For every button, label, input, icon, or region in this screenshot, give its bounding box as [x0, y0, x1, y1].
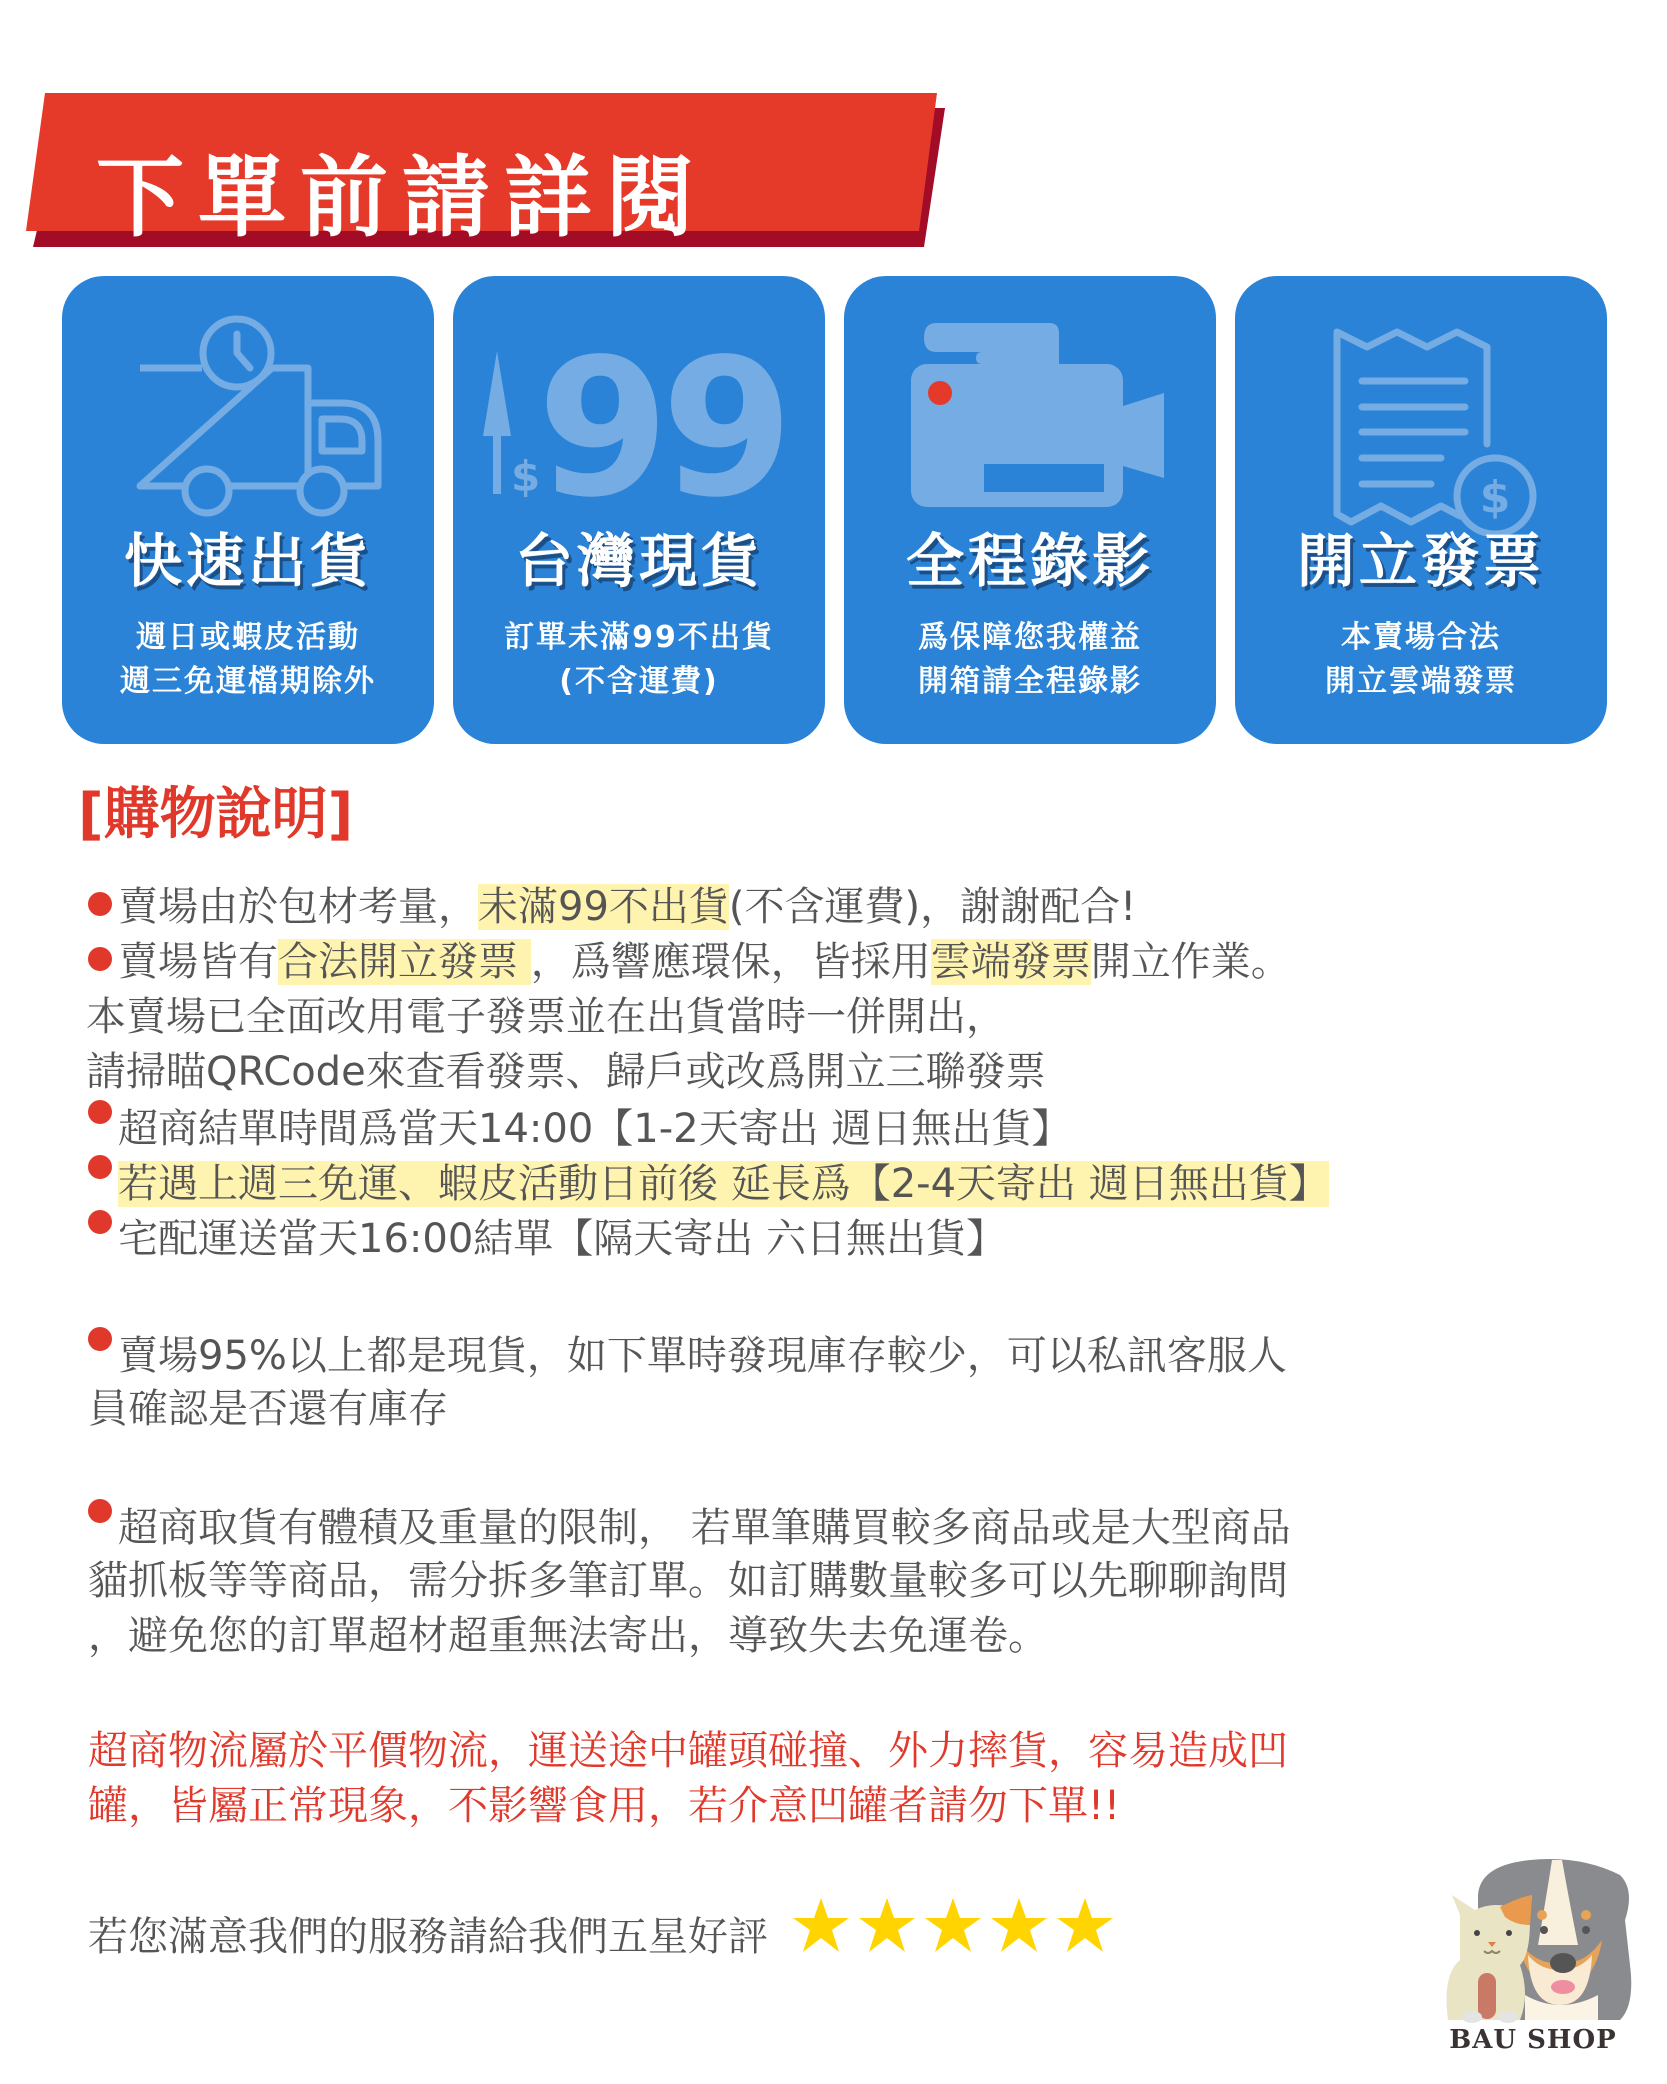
- logo-text: BAU SHOP: [1449, 2025, 1617, 2055]
- note-text: 賣場皆有: [118, 939, 278, 985]
- shopping-notes: [86, 880, 1608, 1960]
- note-text: 超商結單時間爲當天14:00【1-2天寄出 週日無出貨】: [118, 1106, 1072, 1152]
- card-title: 全程錄影: [905, 527, 1154, 595]
- warning-line: 超商物流屬於平價物流，運送途中罐頭碰撞、外力摔貨，容易造成凹: [88, 1728, 1288, 1774]
- card-subtitle-line: 開箱請全程錄影: [918, 664, 1142, 699]
- svg-text:$: $: [511, 452, 541, 501]
- spacer: [88, 1265, 1608, 1321]
- receipt-dollar-icon: [1235, 276, 1607, 536]
- card-full-recording: [844, 276, 1216, 744]
- note-line: [88, 935, 1608, 990]
- warning-line: 罐，皆屬正常現象，不影響食用，若介意凹罐者請勿下單!!: [88, 1783, 1121, 1829]
- note-line: 貓抓板等等商品，需分拆多筆訂單。如訂購數量較多可以先聊聊詢問: [88, 1558, 1288, 1604]
- banner-title: 下單前請詳閱: [96, 146, 709, 249]
- dollar-99-arrow-icon: [453, 276, 825, 536]
- five-stars-icon: [791, 1896, 1121, 1956]
- bullet-dot-icon: [88, 947, 112, 971]
- bullet-dot-icon: [88, 892, 112, 916]
- note-text: ，爲響應環保，皆採用: [530, 939, 931, 985]
- feature-cards: [62, 276, 1610, 746]
- card-subtitle-line: 訂單未滿99不出貨: [504, 620, 774, 655]
- card-subtitle: [1235, 616, 1607, 704]
- card-title: 快速出貨: [123, 527, 372, 595]
- card-invoice: [1235, 276, 1607, 744]
- delivery-truck-clock-icon: [62, 276, 434, 536]
- card-subtitle: [844, 616, 1216, 704]
- card-subtitle-line: 開立雲端發票: [1325, 664, 1517, 699]
- note-text: 賣場由於包材考量，: [118, 884, 478, 930]
- card-subtitle-line: (不含運費): [559, 664, 719, 699]
- title-banner: [0, 60, 950, 260]
- card-subtitle: [453, 616, 825, 704]
- note-highlight: 雲端發票: [930, 939, 1091, 985]
- section-title: [購物說明]: [78, 782, 354, 847]
- spacer: [88, 1437, 1608, 1493]
- review-line: [88, 1896, 1608, 1960]
- note-line: 本賣場已全面改用電子發票並在出貨當時一併開出，: [86, 994, 1006, 1040]
- card-title: 台灣現貨: [514, 527, 763, 595]
- card-subtitle-line: 本賣場合法: [1341, 620, 1501, 655]
- note-line: [88, 1327, 1608, 1382]
- svg-text:$: $: [1479, 472, 1511, 523]
- svg-text:99: 99: [537, 318, 786, 536]
- bullet-dot-icon: [88, 1499, 112, 1523]
- card-subtitle-line: 爲保障您我權益: [918, 620, 1142, 655]
- card-subtitle-line: 週日或蝦皮活動: [136, 620, 360, 655]
- bullet-dot-icon: [88, 1155, 112, 1179]
- card-subtitle-line: 週三免運檔期除外: [120, 664, 376, 699]
- note-line: [88, 1100, 1608, 1155]
- note-highlight: 合法開立發票: [278, 939, 531, 985]
- bullet-dot-icon: [88, 1327, 112, 1351]
- note-text: 超商取貨有體積及重量的限制， 若單筆購買較多商品或是大型商品: [118, 1505, 1291, 1551]
- card-title: 開立發票: [1296, 527, 1545, 595]
- note-highlight: 未滿99不出貨: [478, 884, 729, 930]
- note-line: 請掃瞄QRCode來查看發票、歸戶或改爲開立三聯發票: [86, 1049, 1046, 1095]
- note-text: 宅配運送當天16:00結單【隔天寄出 六日無出貨】: [118, 1216, 1006, 1262]
- note-line: [88, 1210, 1608, 1265]
- note-line: [88, 1499, 1608, 1554]
- card-subtitle: [62, 616, 434, 704]
- note-text: 賣場95%以上都是現貨，如下單時發現庫存較少，可以私訊客服人: [118, 1333, 1287, 1379]
- note-line: [88, 1155, 1608, 1210]
- bullet-dot-icon: [88, 1100, 112, 1124]
- bullet-dot-icon: [88, 1210, 112, 1234]
- note-text: 開立作業。: [1090, 939, 1291, 985]
- note-highlight: 若遇上週三免運、蝦皮活動日前後 延長爲【2-4天寄出 週日無出貨】: [118, 1161, 1329, 1207]
- note-line: 員確認是否還有庫存: [88, 1386, 448, 1432]
- note-line: ，避免您的訂單超材超重無法寄出，導致失去免運卷。: [88, 1613, 1048, 1659]
- note-line: [88, 880, 1608, 935]
- note-text: (不含運費)，謝謝配合!: [728, 884, 1137, 930]
- spacer: [88, 1834, 1608, 1890]
- card-taiwan-stock: [453, 276, 825, 744]
- review-text: 若您滿意我們的服務請給我們五星好評: [88, 1914, 768, 1960]
- spacer: [88, 1664, 1608, 1720]
- video-camera-icon: [844, 276, 1216, 536]
- card-fast-shipping: [62, 276, 434, 744]
